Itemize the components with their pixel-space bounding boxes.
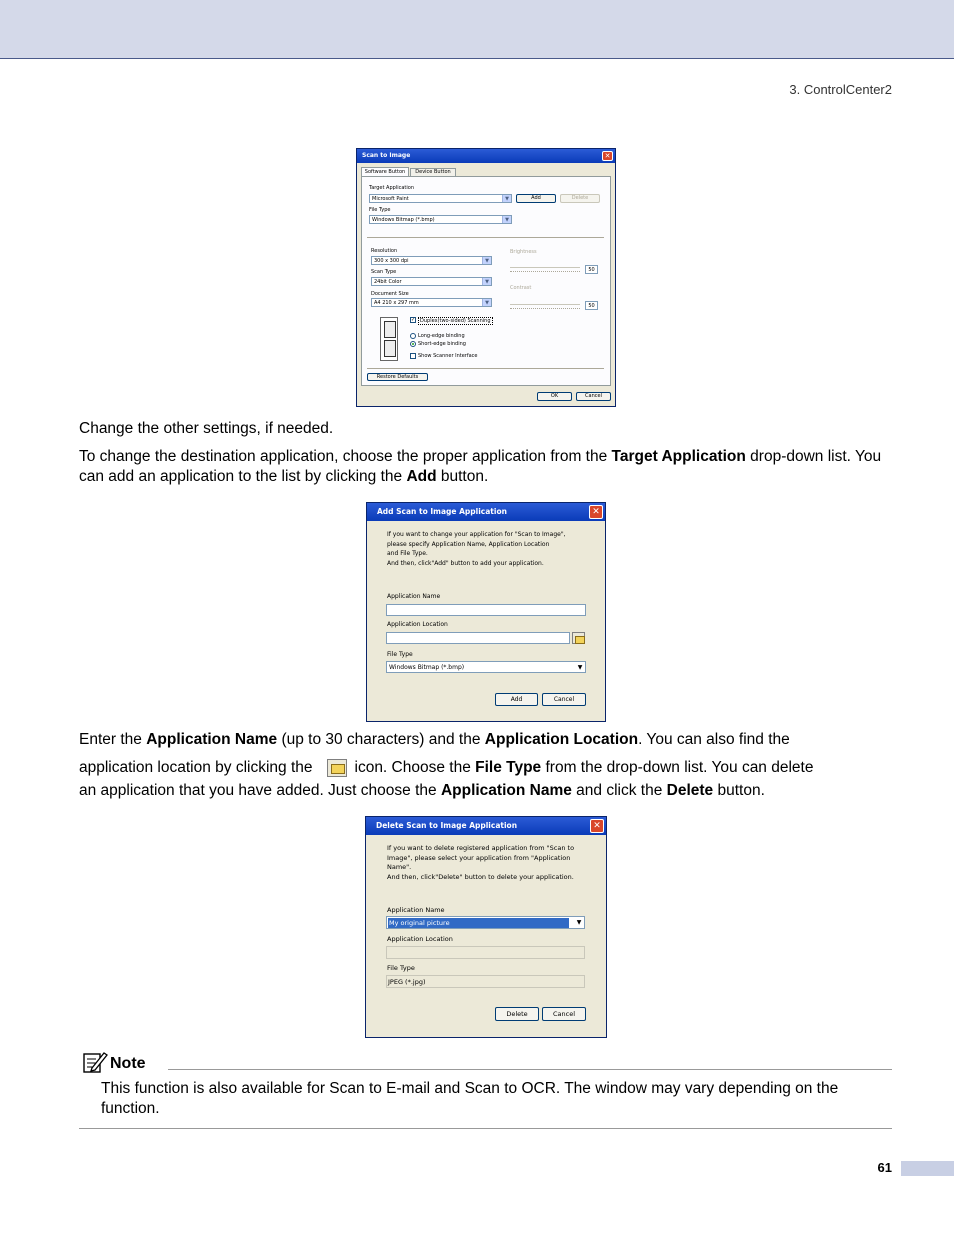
app-name-label: Application Name: [387, 906, 445, 914]
instruction-line: If you want to delete registered application from "Scan to: [387, 844, 575, 852]
app-name-select[interactable]: [386, 916, 585, 929]
chevron-down-icon: ▼: [482, 257, 491, 264]
instruction-line: Name".: [387, 863, 412, 871]
cancel-button[interactable]: Cancel: [542, 693, 586, 706]
dialog-titlebar: [366, 817, 606, 835]
contrast-value[interactable]: 50: [585, 301, 598, 310]
brightness-ticks: [510, 271, 580, 274]
instruction-line: If you want to change your application for "Scan to Image",: [387, 531, 566, 538]
brightness-slider[interactable]: [510, 267, 580, 268]
dialog-titlebar: [357, 149, 615, 163]
file-type-label: File Type: [369, 207, 391, 213]
bold-term: Application Location: [484, 731, 639, 748]
close-icon[interactable]: ✕: [590, 819, 604, 833]
long-edge-radio[interactable]: [410, 333, 416, 339]
restore-defaults-button[interactable]: Restore Defaults: [367, 373, 428, 381]
app-location-input[interactable]: [386, 632, 570, 644]
section-header: 3. ControlCenter2: [789, 82, 892, 97]
cancel-button[interactable]: Cancel: [542, 1007, 586, 1021]
text: (up to 30 characters) and the: [277, 731, 485, 748]
text: . You can also find the: [638, 731, 790, 748]
bold-term: Delete: [666, 782, 714, 799]
resolution-select[interactable]: [371, 256, 492, 265]
bold-term: Target Application: [611, 448, 746, 465]
page-number-band: [901, 1161, 954, 1176]
text: application location by clicking the: [79, 759, 313, 776]
folder-browse-icon[interactable]: [572, 632, 585, 644]
delete-button[interactable]: Delete: [560, 194, 600, 203]
app-location-label: Application Location: [387, 621, 448, 628]
file-type-readonly: JPEG (*.jpg): [386, 975, 585, 988]
ok-button[interactable]: OK: [537, 392, 572, 401]
bold-term: Application Name: [440, 782, 572, 799]
short-edge-radio[interactable]: [410, 341, 416, 347]
add-button[interactable]: Add: [516, 194, 556, 203]
text: Enter the: [79, 731, 147, 748]
scan-type-select[interactable]: [371, 277, 492, 286]
add-application-dialog: [366, 502, 606, 722]
tab-device-button[interactable]: Device Button: [410, 168, 456, 176]
page-number: 61: [877, 1160, 892, 1175]
bold-term: File Type: [475, 759, 542, 776]
scan-type-label: Scan Type: [371, 269, 397, 275]
divider: [367, 368, 604, 369]
file-type-label: File Type: [387, 651, 413, 658]
chevron-down-icon: ▼: [575, 662, 585, 672]
note-icon: [82, 1050, 108, 1074]
chevron-down-icon: ▼: [502, 195, 511, 202]
app-location-label: Application Location: [387, 935, 453, 943]
instruction-line: And then, click"Add" button to add your application.: [387, 559, 544, 567]
dialog-titlebar: [367, 503, 605, 521]
show-scanner-checkbox[interactable]: [410, 353, 416, 359]
app-name-value: My original picture: [388, 918, 569, 928]
document-size-label: Document Size: [371, 291, 409, 297]
file-type-select[interactable]: [386, 661, 586, 673]
document-size-select[interactable]: [371, 298, 492, 307]
instructions: [387, 844, 574, 882]
contrast-label: Contrast: [510, 285, 532, 291]
file-type-label: File Type: [387, 964, 415, 972]
text: icon. Choose the: [354, 759, 476, 776]
header-band: [0, 0, 954, 59]
note-divider: [168, 1069, 892, 1070]
duplex-illustration-icon: [380, 317, 398, 361]
document-size-value: A4 210 x 297 mm: [374, 300, 419, 306]
note-heading: Note: [110, 1055, 146, 1072]
text: from the drop-down list. You can delete: [541, 759, 814, 776]
brightness-value[interactable]: 50: [585, 265, 598, 274]
note-bottom-divider: [79, 1128, 892, 1129]
contrast-slider[interactable]: [510, 304, 580, 305]
file-type-value: Windows Bitmap (*.bmp): [372, 217, 435, 223]
paragraph: [79, 758, 894, 778]
paragraph: Change the other settings, if needed.: [79, 420, 334, 437]
contrast-ticks: [510, 308, 580, 311]
chevron-down-icon: ▼: [482, 278, 491, 285]
scan-type-value: 24bit Color: [374, 279, 402, 285]
resolution-value: 300 x 300 dpi: [374, 258, 409, 264]
paragraph: [79, 781, 894, 801]
bold-term: Add: [406, 468, 437, 485]
long-edge-label: Long-edge binding: [418, 333, 465, 339]
duplex-label: Duplex(two-sided) Scanning: [420, 318, 491, 324]
short-edge-label: Short-edge binding: [418, 341, 466, 347]
note-text: This function is also available for Scan to E-mail and Scan to OCR. The window may vary depending on the function.: [101, 1080, 839, 1117]
text: and click the: [571, 782, 667, 799]
paragraph: [79, 447, 894, 487]
instruction-line: please specify Application Name, Application Location: [387, 540, 550, 548]
delete-button[interactable]: Delete: [495, 1007, 539, 1021]
chevron-down-icon: ▼: [502, 216, 511, 223]
dialog-title: Delete Scan to Image Application: [376, 821, 518, 830]
resolution-label: Resolution: [371, 248, 398, 254]
divider: [367, 237, 604, 238]
target-app-select[interactable]: [369, 194, 512, 203]
scan-to-image-dialog: [356, 148, 616, 407]
bold-term: Application Name: [146, 731, 278, 748]
text: To change the destination application, choose the proper application from the: [79, 448, 612, 465]
instructions: [387, 530, 566, 568]
target-app-value: Microsoft Paint: [372, 196, 409, 202]
app-location-readonly: [386, 946, 585, 959]
tab-software-button[interactable]: Software Button: [361, 167, 409, 176]
show-scanner-label: Show Scanner Interface: [418, 353, 478, 359]
instruction-line: Image", please select your application from "Application: [387, 853, 571, 862]
close-icon[interactable]: ✕: [602, 151, 613, 161]
folder-browse-icon: [327, 759, 347, 777]
file-type-select[interactable]: [369, 215, 512, 224]
dialog-title: Add Scan to Image Application: [377, 507, 507, 516]
cancel-button[interactable]: Cancel: [576, 392, 611, 401]
file-type-value: Windows Bitmap (*.bmp): [389, 664, 465, 671]
text: drop-down list. You can add an application to the list by clicking the: [79, 448, 882, 485]
chevron-down-icon: ▼: [482, 299, 491, 306]
target-app-label: Target Application: [369, 185, 414, 191]
app-name-label: Application Name: [387, 593, 441, 600]
duplex-checkbox[interactable]: ✓: [411, 317, 416, 323]
dialog-title: Scan to Image: [362, 152, 411, 159]
text: button.: [436, 468, 489, 485]
instruction-line: And then, click"Delete" button to delete your application.: [387, 872, 574, 881]
delete-application-dialog: [365, 816, 607, 1038]
app-name-input[interactable]: [386, 604, 586, 616]
text: an application that you have added. Just choose the: [79, 782, 441, 799]
add-button[interactable]: Add: [495, 693, 538, 706]
chevron-down-icon: ▼: [574, 917, 584, 928]
close-icon[interactable]: ✕: [589, 505, 603, 519]
paragraph: [79, 730, 894, 750]
brightness-label: Brightness: [510, 249, 537, 255]
text: button.: [713, 782, 765, 799]
instruction-line: and File Type.: [387, 550, 428, 557]
